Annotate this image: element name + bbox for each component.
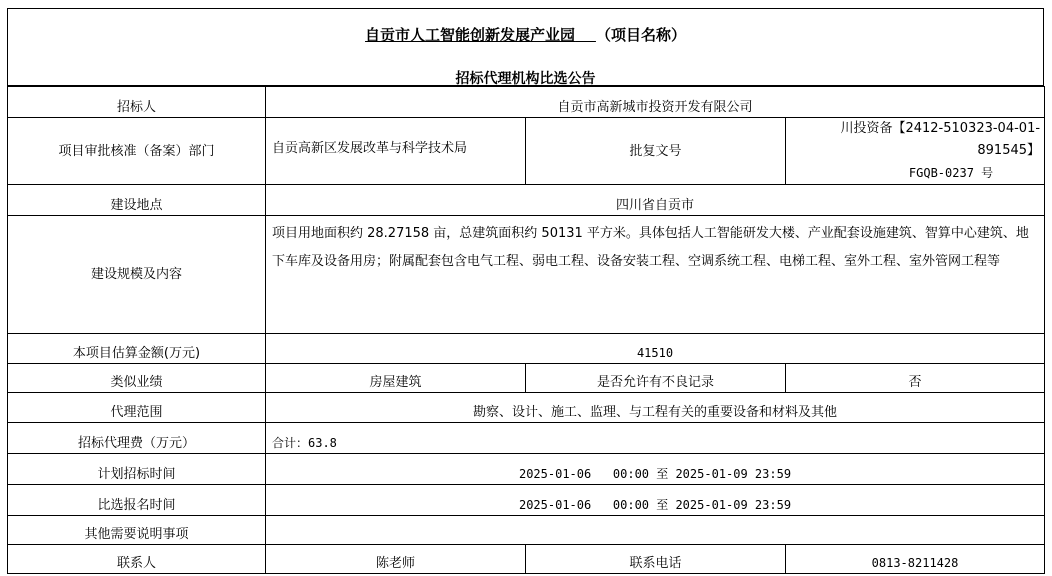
- phone-label: 联系电话: [526, 545, 786, 574]
- approval-dept-value: 自贡高新区发展改革与科学技术局: [266, 118, 526, 185]
- table-row: [8, 454, 1045, 485]
- contact-label: 联系人: [8, 545, 266, 574]
- table-row: [8, 185, 1045, 216]
- scope-value: 勘察、设计、施工、监理、与工程有关的重要设备和材料及其他: [266, 393, 1045, 423]
- approval-dept-label: 项目审批核准（备案）部门: [8, 118, 266, 185]
- table-row: [8, 545, 1045, 574]
- signup-time-value: 2025-01-06 00:00 至 2025-01-09 23:59: [266, 485, 1045, 516]
- scale-value: 项目用地面积约 28.27158 亩，总建筑面积约 50131 平方米。具体包括人工智能研发大楼、产业配套设施建筑、智算中心建筑、地下车库及设备用房；附属配套包含电气工程、弱电工程、设备安装工程、空调系统工程、电梯工程、室外工程、室外管网工程等: [266, 216, 1045, 334]
- table-row: [8, 516, 1045, 545]
- approval-doc-line1: 川投资备【2412-510323-04-01-891545】: [840, 121, 1041, 158]
- other-label: 其他需要说明事项: [8, 516, 266, 545]
- other-value: [266, 516, 1045, 545]
- announcement-table: [7, 86, 1045, 574]
- scope-label: 代理范围: [8, 393, 266, 423]
- signup-time-label: 比选报名时间: [8, 485, 266, 516]
- approval-doc-label: 批复文号: [526, 118, 786, 185]
- location-value: 四川省自贡市: [266, 185, 1045, 216]
- phone-value: 0813-8211428: [786, 545, 1045, 574]
- fee-value: 合计：63.8: [266, 423, 1045, 454]
- table-row: [8, 87, 1045, 118]
- table-row: [8, 393, 1045, 423]
- tenderer-value: 自贡市高新城市投资开发有限公司: [266, 87, 1045, 118]
- table-row: [8, 118, 1045, 185]
- budget-label: 本项目估算金额(万元): [8, 334, 266, 364]
- project-name-suffix: （项目名称）: [595, 26, 686, 44]
- location-label: 建设地点: [8, 185, 266, 216]
- budget-value: 41510: [266, 334, 1045, 364]
- announcement-header: [7, 8, 1044, 86]
- tenderer-label: 招标人: [8, 87, 266, 118]
- approval-doc-number: [786, 118, 1045, 185]
- fee-label: 招标代理费（万元）: [8, 423, 266, 454]
- contact-value: 陈老师: [266, 545, 526, 574]
- table-row: [8, 216, 1045, 334]
- approval-doc-line2: FGQB-0237 号: [908, 166, 994, 180]
- table-row: [8, 423, 1045, 454]
- table-row: [8, 485, 1045, 516]
- project-name: 自贡市人工智能创新发展产业园: [365, 26, 576, 44]
- plan-time-value: 2025-01-06 00:00 至 2025-01-09 23:59: [266, 454, 1045, 485]
- bad-record-value: 否: [786, 364, 1045, 393]
- table-row: [8, 364, 1045, 393]
- scale-label: 建设规模及内容: [8, 216, 266, 334]
- performance-value: 房屋建筑: [266, 364, 526, 393]
- document-subtitle: 招标代理机构比选公告: [455, 71, 596, 87]
- table-row: [8, 334, 1045, 364]
- bad-record-label: 是否允许有不良记录: [526, 364, 786, 393]
- performance-label: 类似业绩: [8, 364, 266, 393]
- document-title: [8, 24, 1043, 45]
- plan-time-label: 计划招标时间: [8, 454, 266, 485]
